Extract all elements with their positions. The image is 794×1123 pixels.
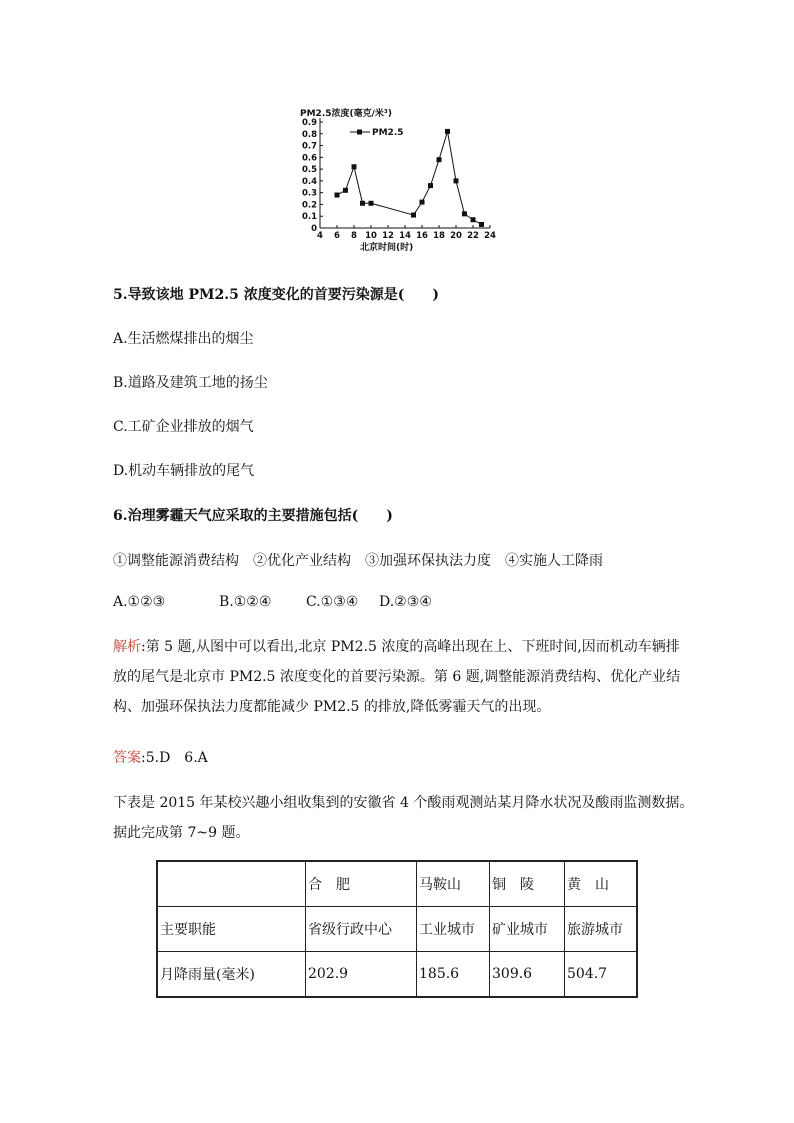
question-5-title: 5.导致该地 PM2.5 浓度变化的首要污染源是( ) xyxy=(113,287,439,303)
q5-option-d: D.机动车辆排放的尾气 xyxy=(113,463,255,479)
table-header-cell: 马鞍山 xyxy=(417,861,490,907)
chart-y-axis-label: PM2.5浓度(毫克/米³) xyxy=(300,109,392,119)
table-cell: 202.9 xyxy=(306,952,417,998)
chart-y-tick-label: 0.4 xyxy=(301,176,317,187)
table-cell: 185.6 xyxy=(417,952,490,998)
chart-x-tick-label: 20 xyxy=(450,231,462,241)
analysis-label: 解析 xyxy=(113,639,141,655)
q6-items: ①调整能源消费结构 ②优化产业结构 ③加强环保执法力度 ④实施人工降雨 xyxy=(113,553,603,569)
chart-x-tick-label: 24 xyxy=(484,231,496,241)
answer-line xyxy=(113,747,208,767)
table-row xyxy=(157,952,637,998)
chart-data-point xyxy=(360,201,365,206)
table-cell: 504.7 xyxy=(565,952,638,998)
chart-y-tick-label: 0.3 xyxy=(301,188,317,199)
chart-series-line xyxy=(337,131,482,224)
chart-data-point xyxy=(437,157,442,162)
q6-option-b: B.①②④ xyxy=(219,594,272,610)
legend-label: PM2.5 xyxy=(372,128,404,138)
chart-x-tick-label: 14 xyxy=(399,231,411,241)
chart-x-tick-label: 18 xyxy=(433,231,445,241)
pm25-line-chart xyxy=(290,100,500,260)
q6-option-a: A.①②③ xyxy=(113,594,166,610)
table-row xyxy=(157,907,637,952)
chart-data-point xyxy=(420,200,425,205)
table-cell: 旅游城市 xyxy=(565,907,638,952)
intro-line-1: 下表是 2015 年某校兴趣小组收集到的安徽省 4 个酸雨观测站某月降水状况及酸雨监测数据。 xyxy=(113,795,694,811)
table-cell: 省级行政中心 xyxy=(306,907,417,952)
chart-y-tick-label: 0.6 xyxy=(301,153,317,164)
chart-data-point xyxy=(471,217,476,222)
chart-data-point xyxy=(462,211,467,216)
chart-data-point xyxy=(445,129,450,134)
q5-option-c: C.工矿企业排放的烟气 xyxy=(113,419,254,435)
chart-x-tick-label: 8 xyxy=(351,231,357,241)
legend-marker xyxy=(357,130,362,135)
table-header-row xyxy=(157,861,637,907)
chart-svg xyxy=(290,100,500,260)
chart-y-tick-label: 0.2 xyxy=(301,200,317,211)
q5-option-b: B.道路及建筑工地的扬尘 xyxy=(113,375,268,391)
intro-line-2: 据此完成第 7~9 题。 xyxy=(113,825,250,841)
chart-x-tick-label: 4 xyxy=(317,231,323,241)
chart-x-tick-label: 6 xyxy=(334,231,340,241)
chart-y-tick-label: 0.9 xyxy=(301,118,317,128)
table-header-cell: 铜 陵 xyxy=(490,861,565,907)
analysis-block xyxy=(113,632,683,722)
chart-data-point xyxy=(369,201,374,206)
acid-rain-table xyxy=(156,860,638,998)
chart-data-point xyxy=(411,213,416,218)
table-cell: 矿业城市 xyxy=(490,907,565,952)
chart-x-tick-label: 12 xyxy=(382,231,394,241)
chart-data-point xyxy=(479,222,484,227)
chart-data-point xyxy=(454,178,459,183)
chart-x-tick-label: 10 xyxy=(365,231,377,241)
chart-y-tick-label: 0.7 xyxy=(301,141,317,152)
chart-data-point xyxy=(343,188,348,193)
answer-text: :5.D 6.A xyxy=(141,750,208,766)
q5-option-a: A.生活燃煤排出的烟尘 xyxy=(113,331,254,347)
chart-x-tick-label: 16 xyxy=(416,231,428,241)
table-cell: 工业城市 xyxy=(417,907,490,952)
chart-y-tick-label: 0.8 xyxy=(301,129,317,140)
table-header-cell xyxy=(157,861,306,907)
table-cell: 月降雨量(毫米) xyxy=(157,952,306,998)
chart-x-tick-label: 22 xyxy=(467,231,479,241)
q6-option-c: C.①③④ xyxy=(306,594,359,610)
table-cell: 主要职能 xyxy=(157,907,306,952)
chart-data-point xyxy=(335,193,340,198)
chart-data-point xyxy=(352,164,357,169)
table-header-cell: 黄 山 xyxy=(565,861,638,907)
chart-y-tick-label: 0.5 xyxy=(301,165,317,176)
question-6-title: 6.治理雾霾天气应采取的主要措施包括( ) xyxy=(113,508,393,524)
chart-x-axis-label: 北京时间(时) xyxy=(360,243,414,253)
table-header-cell: 合 肥 xyxy=(306,861,417,907)
answer-label: 答案 xyxy=(113,750,141,766)
table-cell: 309.6 xyxy=(490,952,565,998)
chart-y-tick-label: 0.1 xyxy=(301,212,317,223)
chart-y-tick-label: 0 xyxy=(311,224,317,234)
analysis-text: :第 5 题,从图中可以看出,北京 PM2.5 浓度的高峰出现在上、下班时间,因而机动车辆排放的尾气是北京市 PM2.5 浓度变化的首要污染源。第 6 题,调整能源消费结构、优化产业结构、加强环保执法力度都能减少 PM2.5 的排放,降低雾霾天气的出现。 xyxy=(113,639,681,715)
chart-data-point xyxy=(428,183,433,188)
q6-option-d: D.②③④ xyxy=(379,594,432,610)
